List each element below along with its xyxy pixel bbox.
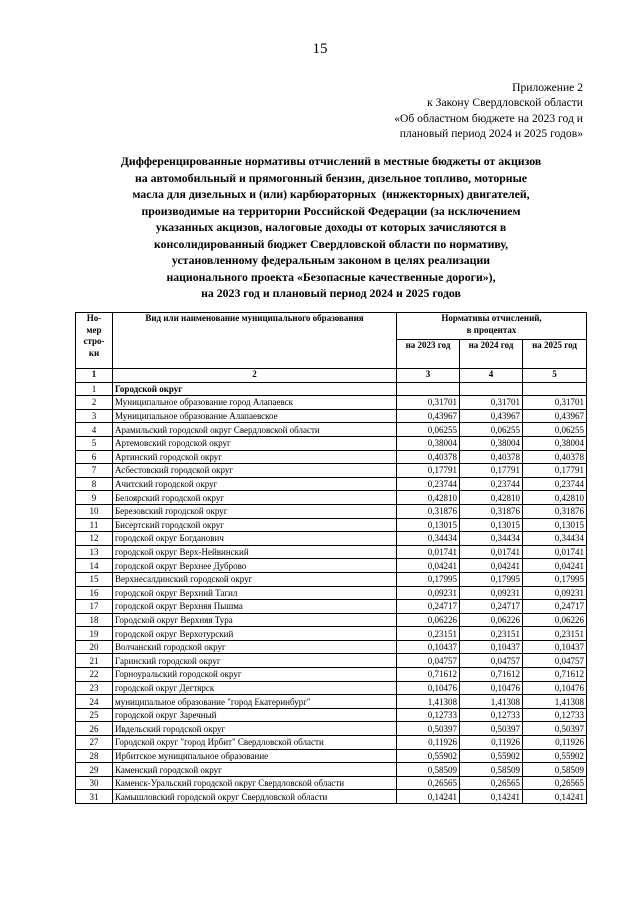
norm-2023: 0,43967	[397, 409, 460, 423]
table-row	[76, 776, 587, 790]
table-row	[76, 749, 587, 763]
title-line: масла для дизельных и (или) карбюраторных (инжекторных) двигателей,	[132, 187, 530, 201]
norm-2025: 0,71612	[523, 668, 587, 682]
row-number: 27	[76, 736, 113, 750]
norm-2023: 0,31876	[397, 504, 460, 518]
municipality-name: Асбестовский городской округ	[113, 464, 397, 478]
section-name: Городской округ	[113, 382, 397, 396]
header-2024: на 2024 год	[460, 340, 523, 369]
municipality-name: Бисертский городской округ	[113, 518, 397, 532]
row-number: 23	[76, 681, 113, 695]
municipality-name: Волчанский городской округ	[113, 640, 397, 654]
municipality-name: Гаринский городской округ	[113, 654, 397, 668]
title-line: национального проекта «Безопасные качественные дороги»),	[166, 269, 496, 284]
norm-2025: 0,24717	[523, 600, 587, 614]
empty-cell	[523, 382, 587, 396]
row-number: 16	[76, 586, 113, 600]
table-row	[76, 668, 587, 682]
table-row	[76, 763, 587, 777]
norm-2024: 0,10476	[460, 681, 523, 695]
table-row	[76, 572, 587, 586]
table-row	[76, 436, 587, 450]
municipality-name: Каменск-Уральский городской округ Свердловской области	[113, 776, 397, 790]
table-row	[76, 423, 587, 437]
row-number: 2	[76, 396, 113, 410]
title-line: консолидированный бюджет Свердловской области по нормативу,	[153, 236, 509, 251]
header-2025: на 2025 год	[523, 340, 587, 369]
norm-2025: 0,01741	[523, 545, 587, 559]
title-line: установленному федеральным законом в целях реализации	[171, 253, 491, 267]
title-line: Дифференцированные нормативы отчислений в местные бюджеты от акцизов	[120, 154, 542, 168]
norm-2024: 0,09231	[460, 586, 523, 600]
norm-2023: 0,04241	[397, 559, 460, 573]
table-row	[76, 477, 587, 491]
title-line: на 2023 год и плановый период 2024 и 2025 годов	[201, 286, 461, 300]
municipality-name: Муниципальное образование Алапаевское	[113, 409, 397, 423]
norm-2024: 0,04241	[460, 559, 523, 573]
norm-2023: 0,26565	[397, 776, 460, 790]
row-number: 20	[76, 640, 113, 654]
norm-2025: 0,50397	[523, 722, 587, 736]
row-number: 7	[76, 464, 113, 478]
row-number: 4	[76, 423, 113, 437]
municipality-name: Артемовский городской округ	[113, 436, 397, 450]
norm-2025: 0,31701	[523, 396, 587, 410]
table-row	[76, 504, 587, 518]
norm-2025: 0,06255	[523, 423, 587, 437]
norm-2024: 0,23744	[460, 477, 523, 491]
appendix-note	[394, 80, 583, 141]
norm-2023: 0,34434	[397, 532, 460, 546]
table-row	[76, 586, 587, 600]
norm-2024: 0,43967	[460, 409, 523, 423]
col-number: 5	[523, 369, 587, 383]
norm-2024: 0,04757	[460, 654, 523, 668]
row-number: 26	[76, 722, 113, 736]
table-row	[76, 450, 587, 464]
appendix-line: плановый период 2024 и 2025 годов»	[399, 126, 583, 140]
municipality-name: Ивдельский городской округ	[113, 722, 397, 736]
header-row-number: Но- мер стро- ки	[76, 313, 113, 369]
norm-2025: 0,58509	[523, 763, 587, 777]
norm-2024: 0,58509	[460, 763, 523, 777]
header-norms: Нормативы отчислений, в процентах	[397, 313, 587, 340]
table-row	[76, 409, 587, 423]
title-line: производимые на территории Российской Федерации (за исключением	[141, 203, 521, 218]
row-number: 12	[76, 532, 113, 546]
norm-2023: 0,12733	[397, 708, 460, 722]
empty-cell	[397, 382, 460, 396]
municipality-name: Камышловский городской округ Свердловской области	[113, 790, 397, 804]
row-number: 19	[76, 627, 113, 641]
table-row	[76, 695, 587, 709]
table-row	[76, 518, 587, 532]
appendix-line: к Закону Свердловской области	[427, 96, 583, 110]
column-numbers-row	[76, 369, 587, 383]
norm-2024: 0,24717	[460, 600, 523, 614]
table-row	[76, 559, 587, 573]
norm-2025: 0,23744	[523, 477, 587, 491]
municipality-name: городской округ Богданович	[113, 532, 397, 546]
row-number: 13	[76, 545, 113, 559]
norm-2023: 0,09231	[397, 586, 460, 600]
section-row	[76, 382, 587, 396]
norm-2025: 0,17995	[523, 572, 587, 586]
row-number: 30	[76, 776, 113, 790]
table-row	[76, 790, 587, 804]
row-number: 6	[76, 450, 113, 464]
row-number: 5	[76, 436, 113, 450]
row-number: 8	[76, 477, 113, 491]
municipality-name: Арамильский городской округ Свердловской области	[113, 423, 397, 437]
row-number: 10	[76, 504, 113, 518]
table-row	[76, 627, 587, 641]
norm-2023: 0,06226	[397, 613, 460, 627]
municipality-name: муниципальное образование "город Екатеринбург"	[113, 695, 397, 709]
table-row	[76, 654, 587, 668]
norm-2023: 0,10437	[397, 640, 460, 654]
norm-2023: 0,31701	[397, 396, 460, 410]
row-number: 21	[76, 654, 113, 668]
norm-2024: 0,06226	[460, 613, 523, 627]
municipality-name: Ирбитское муниципальное образование	[113, 749, 397, 763]
table-row	[76, 464, 587, 478]
row-number: 14	[76, 559, 113, 573]
norm-2023: 1,41308	[397, 695, 460, 709]
norm-2024: 0,06255	[460, 423, 523, 437]
norm-2023: 0,17995	[397, 572, 460, 586]
appendix-line: «Об областном бюджете на 2023 год и	[394, 111, 583, 125]
norm-2024: 0,11926	[460, 736, 523, 750]
title-line: на автомобильный и прямогонный бензин, дизельное топливо, моторные	[134, 170, 528, 185]
norm-2025: 0,11926	[523, 736, 587, 750]
col-number: 4	[460, 369, 523, 383]
norm-2023: 0,04757	[397, 654, 460, 668]
norm-2023: 0,17791	[397, 464, 460, 478]
norm-2023: 0,23744	[397, 477, 460, 491]
norm-2023: 0,58509	[397, 763, 460, 777]
norm-2024: 0,14241	[460, 790, 523, 804]
norm-2024: 0,01741	[460, 545, 523, 559]
municipality-name: Горноуральский городской округ	[113, 668, 397, 682]
norm-2025: 0,14241	[523, 790, 587, 804]
norm-2024: 1,41308	[460, 695, 523, 709]
table-row	[76, 396, 587, 410]
municipality-name: городской округ Верхняя Пышма	[113, 600, 397, 614]
norm-2025: 0,23151	[523, 627, 587, 641]
row-number: 1	[76, 382, 113, 396]
norm-2023: 0,10476	[397, 681, 460, 695]
municipality-name: Каменский городской округ	[113, 763, 397, 777]
norm-2024: 0,55902	[460, 749, 523, 763]
row-number: 18	[76, 613, 113, 627]
norm-2025: 0,40378	[523, 450, 587, 464]
row-number: 15	[76, 572, 113, 586]
municipality-name: городской округ Дегтярск	[113, 681, 397, 695]
norm-2024: 0,12733	[460, 708, 523, 722]
table-row	[76, 545, 587, 559]
municipality-name: городской округ Верх-Нейвинский	[113, 545, 397, 559]
norm-2024: 0,50397	[460, 722, 523, 736]
norm-2023: 0,13015	[397, 518, 460, 532]
norm-2023: 0,50397	[397, 722, 460, 736]
row-number: 28	[76, 749, 113, 763]
municipality-name: городской округ Верхнее Дуброво	[113, 559, 397, 573]
row-number: 24	[76, 695, 113, 709]
norm-2024: 0,31876	[460, 504, 523, 518]
row-number: 22	[76, 668, 113, 682]
municipality-name: Артинский городской округ	[113, 450, 397, 464]
municipality-name: Городской округ Верхняя Тура	[113, 613, 397, 627]
norm-2023: 0,23151	[397, 627, 460, 641]
table-row	[76, 722, 587, 736]
norm-2024: 0,17791	[460, 464, 523, 478]
table-row	[76, 532, 587, 546]
row-number: 11	[76, 518, 113, 532]
row-number: 25	[76, 708, 113, 722]
municipality-name: Верхнесалдинский городской округ	[113, 572, 397, 586]
norm-2024: 0,23151	[460, 627, 523, 641]
norm-2025: 1,41308	[523, 695, 587, 709]
document-title	[70, 153, 592, 302]
norm-2024: 0,13015	[460, 518, 523, 532]
norm-2024: 0,10437	[460, 640, 523, 654]
norm-2025: 0,04757	[523, 654, 587, 668]
table-row	[76, 613, 587, 627]
norm-2024: 0,31701	[460, 396, 523, 410]
norm-2025: 0,17791	[523, 464, 587, 478]
norm-2023: 0,06255	[397, 423, 460, 437]
norm-2025: 0,12733	[523, 708, 587, 722]
row-number: 9	[76, 491, 113, 505]
norm-2023: 0,55902	[397, 749, 460, 763]
norm-2025: 0,04241	[523, 559, 587, 573]
table-row	[76, 491, 587, 505]
norms-table	[75, 312, 587, 804]
norm-2023: 0,42810	[397, 491, 460, 505]
norm-2025: 0,55902	[523, 749, 587, 763]
header-2023: на 2023 год	[397, 340, 460, 369]
norm-2024: 0,17995	[460, 572, 523, 586]
municipality-name: Муниципальное образование город Алапаевск	[113, 396, 397, 410]
municipality-name: Белоярский городской округ	[113, 491, 397, 505]
norm-2025: 0,06226	[523, 613, 587, 627]
norm-2025: 0,13015	[523, 518, 587, 532]
norm-2023: 0,38004	[397, 436, 460, 450]
norm-2024: 0,34434	[460, 532, 523, 546]
municipality-name: Городской округ "город Ирбит" Свердловской области	[113, 736, 397, 750]
page-number: 15	[312, 41, 328, 57]
table-row	[76, 640, 587, 654]
municipality-name: городской округ Верхний Тагил	[113, 586, 397, 600]
row-number: 31	[76, 790, 113, 804]
municipality-name: городской округ Верхотурский	[113, 627, 397, 641]
norm-2025: 0,31876	[523, 504, 587, 518]
table-row	[76, 681, 587, 695]
norm-2024: 0,40378	[460, 450, 523, 464]
row-number: 3	[76, 409, 113, 423]
norm-2025: 0,42810	[523, 491, 587, 505]
row-number: 17	[76, 600, 113, 614]
col-number: 1	[76, 369, 113, 383]
municipality-name: городской округ Заречный	[113, 708, 397, 722]
norm-2025: 0,09231	[523, 586, 587, 600]
norm-2024: 0,38004	[460, 436, 523, 450]
municipality-name: Березовский городской округ	[113, 504, 397, 518]
header-name: Вид или наименование муниципального образования	[113, 313, 397, 369]
appendix-line: Приложение 2	[512, 81, 583, 94]
table-row	[76, 708, 587, 722]
table-row	[76, 736, 587, 750]
norm-2024: 0,42810	[460, 491, 523, 505]
col-number: 3	[397, 369, 460, 383]
norm-2025: 0,38004	[523, 436, 587, 450]
norm-2023: 0,24717	[397, 600, 460, 614]
norm-2025: 0,43967	[523, 409, 587, 423]
norm-2024: 0,26565	[460, 776, 523, 790]
norm-2023: 0,01741	[397, 545, 460, 559]
norm-2025: 0,10437	[523, 640, 587, 654]
norm-2023: 0,40378	[397, 450, 460, 464]
norm-2025: 0,34434	[523, 532, 587, 546]
table-row	[76, 600, 587, 614]
empty-cell	[460, 382, 523, 396]
row-number: 29	[76, 763, 113, 777]
title-line: указанных акцизов, налоговые доходы от которых зачисляются в	[155, 220, 507, 234]
norm-2023: 0,11926	[397, 736, 460, 750]
norm-2025: 0,26565	[523, 776, 587, 790]
col-number: 2	[113, 369, 397, 383]
norm-2023: 0,71612	[397, 668, 460, 682]
norm-2025: 0,10476	[523, 681, 587, 695]
norm-2023: 0,14241	[397, 790, 460, 804]
norm-2024: 0,71612	[460, 668, 523, 682]
municipality-name: Ачитский городской округ	[113, 477, 397, 491]
